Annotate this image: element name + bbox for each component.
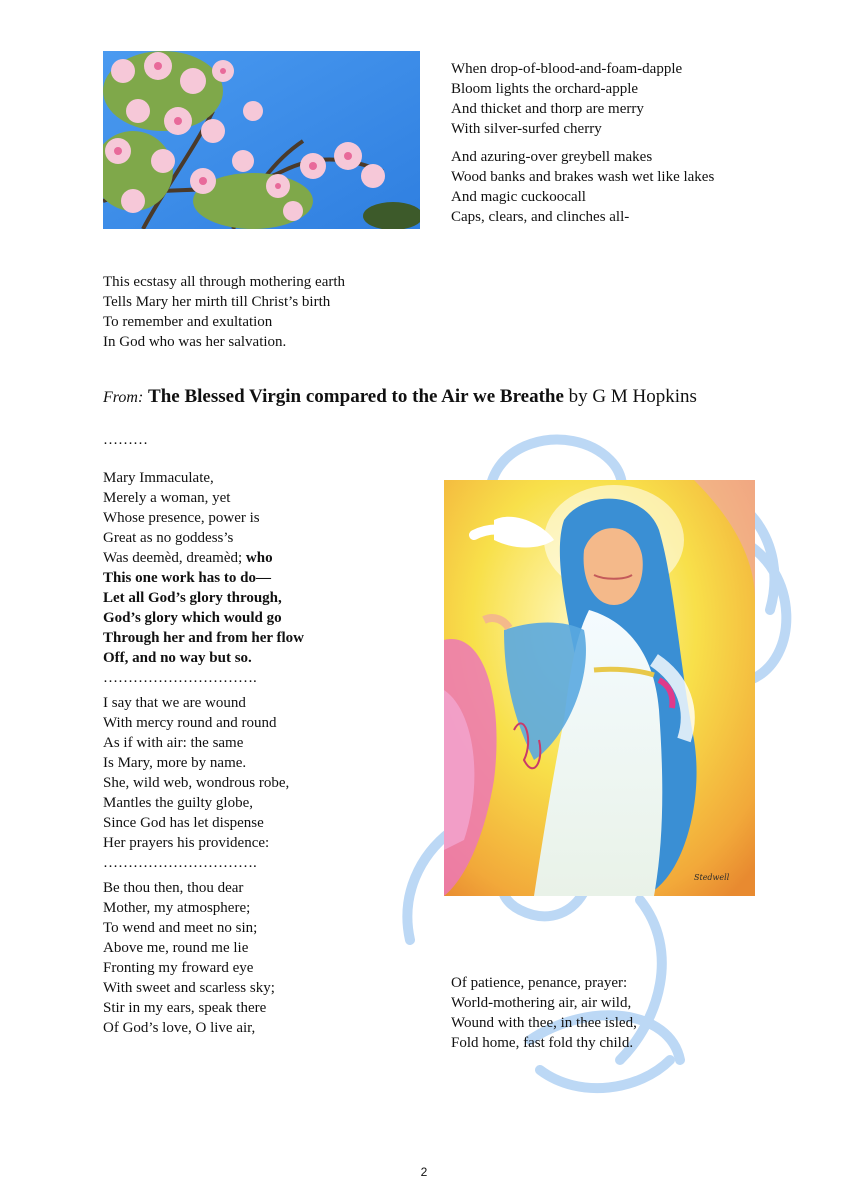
poem-line: Let all God’s glory through, — [103, 590, 282, 606]
poem-line: And thicket and thorp are merry — [451, 101, 644, 117]
stanza-top-right — [451, 59, 714, 227]
virgin-mary-painting — [444, 480, 755, 896]
poem-line: When drop-of-blood-and-foam-dapple — [451, 61, 683, 77]
apple-blossom-photo — [103, 51, 420, 229]
poem-line: And magic cuckoocall — [451, 189, 586, 205]
stanza-mid — [103, 272, 345, 352]
poem-line: Great as no goddess’s — [103, 530, 234, 546]
poem-line: Is Mary, more by name. — [103, 755, 247, 771]
poem-line: As if with air: the same — [103, 735, 244, 751]
poem-line: To remember and exultation — [103, 314, 273, 330]
poem-line: Fold home, fast fold thy child. — [451, 1035, 634, 1051]
poem-line: I say that we are wound — [103, 695, 246, 711]
poem-line: Caps, clears, and clinches all- — [451, 209, 630, 225]
poem-line: In God who was her salvation. — [103, 334, 287, 350]
poem-line: This one work has to do— — [103, 570, 271, 586]
poem-line: Her prayers his providence: — [103, 835, 270, 851]
poem-line: This ecstasy all through mothering earth — [103, 274, 346, 290]
poem-line: Mantles the guilty globe, — [103, 795, 253, 811]
poem-line: Mary Immaculate, — [103, 470, 214, 486]
poem-line: Of God’s love, O live air, — [103, 1020, 256, 1036]
poem-line: Stir in my ears, speak there — [103, 1000, 267, 1016]
poem-line: She, wild web, wondrous robe, — [103, 775, 290, 791]
poem-line: With silver-surfed cherry — [451, 121, 602, 137]
poem-line: Off, and no way but so. — [103, 650, 252, 666]
poem-line: Above me, round me lie — [103, 940, 249, 956]
poem-line-normal: Was deemèd, dreamèd; — [103, 550, 246, 566]
poem-line: Tells Mary her mirth till Christ’s birth — [103, 294, 331, 310]
poem-line: Merely a woman, yet — [103, 490, 231, 506]
poem-line: Of patience, penance, prayer: — [451, 975, 628, 991]
poem-line: To wend and meet no sin; — [103, 920, 258, 936]
page-number: 2 — [420, 1165, 428, 1179]
poem-line: Mother, my atmosphere; — [103, 900, 251, 916]
poem-line: And azuring-over greybell makes — [451, 149, 653, 165]
poem-title: The Blessed Virgin compared to the Air we Breathe — [148, 386, 564, 407]
poem-line: God’s glory which would go — [103, 610, 282, 626]
dots-separator: …………………………. — [103, 855, 257, 871]
painting-signature: Stedwell — [694, 873, 730, 882]
poem-main-column — [103, 430, 304, 1038]
poem-line: Fronting my froward eye — [103, 960, 254, 976]
from-label: From: — [103, 389, 144, 406]
dots-separator: …………………………. — [103, 670, 257, 686]
poem-line: Wood banks and brakes wash wet like lakes — [451, 169, 715, 185]
ellipsis-start: ……… — [103, 432, 148, 448]
stanza-bottom-right — [451, 973, 637, 1053]
poem-line: Whose presence, power is — [103, 510, 260, 526]
poem-title-line — [103, 386, 697, 408]
poem-line-bold: who — [245, 550, 273, 566]
poem-line: Be thou then, thou dear — [103, 880, 244, 896]
poem-line: Since God has let dispense — [103, 815, 264, 831]
poem-author: by G M Hopkins — [568, 386, 697, 407]
poem-line: Through her and from her flow — [103, 630, 304, 646]
poem-line: With mercy round and round — [103, 715, 277, 731]
poem-line: Wound with thee, in thee isled, — [451, 1015, 637, 1031]
poem-line — [103, 548, 304, 568]
poem-line: With sweet and scarless sky; — [103, 980, 275, 996]
poem-line: World-mothering air, air wild, — [451, 995, 632, 1011]
poem-line: Bloom lights the orchard-apple — [451, 81, 639, 97]
